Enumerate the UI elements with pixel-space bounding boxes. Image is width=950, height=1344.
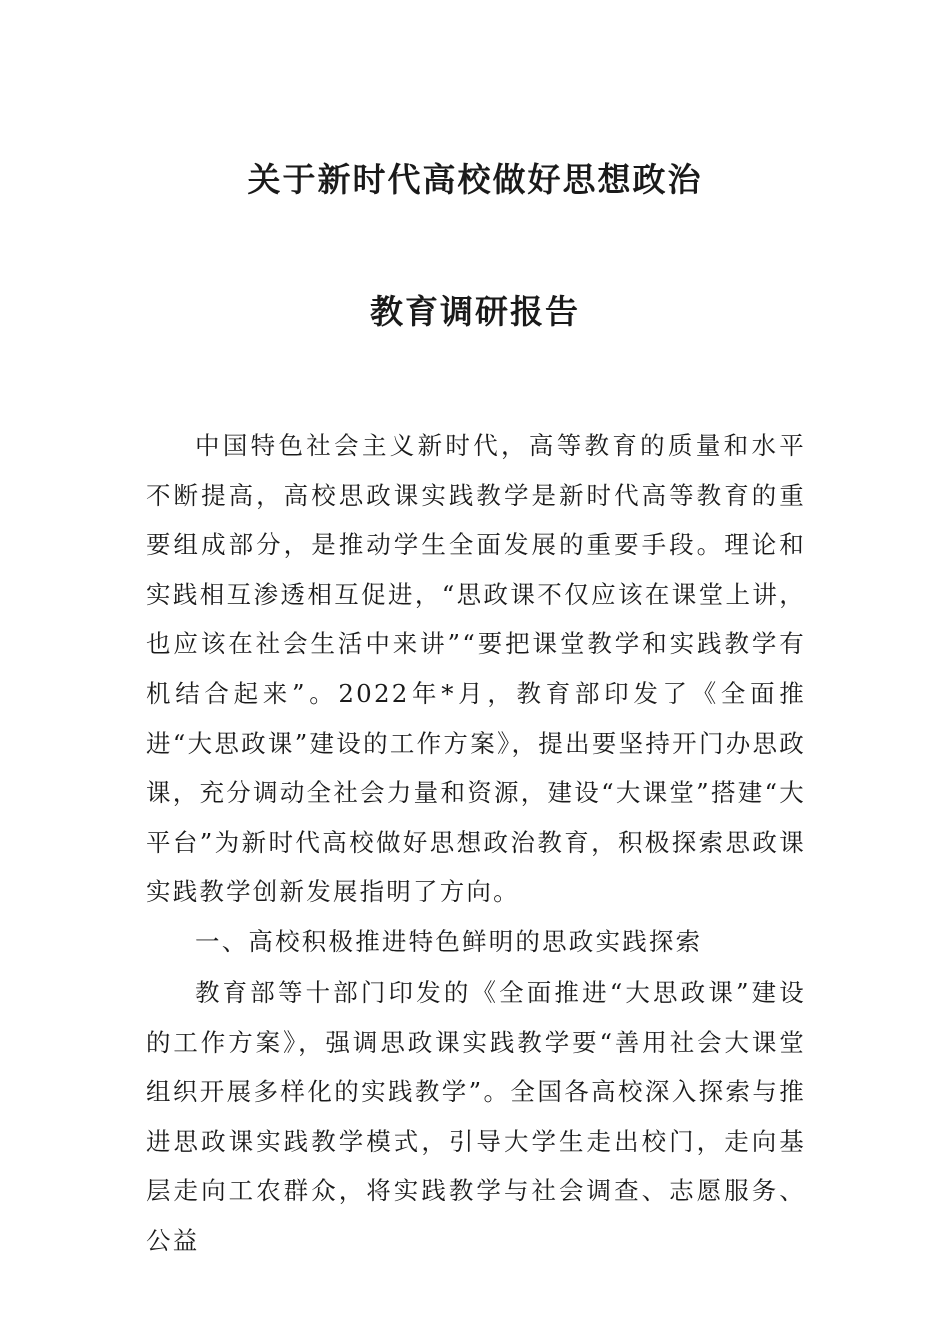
- section-1-paragraph: 教育部等十部门印发的《全面推进“大思政课”建设的工作方案》，强调思政课实践教学要“善用社会大课堂组织开展多样化的实践教学”。全国各高校深入探索与推进思政课实践教学模式，引导大学生走出校门，走向基层走向工农群众，将实践教学与社会调查、志愿服务、公益: [146, 978, 806, 1255]
- intro-paragraph: 中国特色社会主义新时代，高等教育的质量和水平不断提高，高校思政课实践教学是新时代高等教育的重要组成部分，是推动学生全面发展的重要手段。理论和实践相互渗透相互促进，“思政课不仅应该在课堂上讲，也应该在社会生活中来讲”“要把课堂教学和实践教学有机结合起来”。2022年*月，教育部印发了《全面推进“大思政课”建设的工作方案》，提出要坚持开门办思政课，充分调动全社会力量和资源，建设“大课堂”搭建“大平台”为新时代高校做好思想政治教育，积极探索思政课实践教学创新发展指明了方向。: [146, 431, 806, 907]
- document-title-line-2: 教育调研报告: [370, 292, 580, 331]
- document-title-line-1: 关于新时代高校做好思想政治: [247, 160, 703, 199]
- section-heading-1: 一、高校积极推进特色鲜明的思政实践探索: [195, 927, 703, 956]
